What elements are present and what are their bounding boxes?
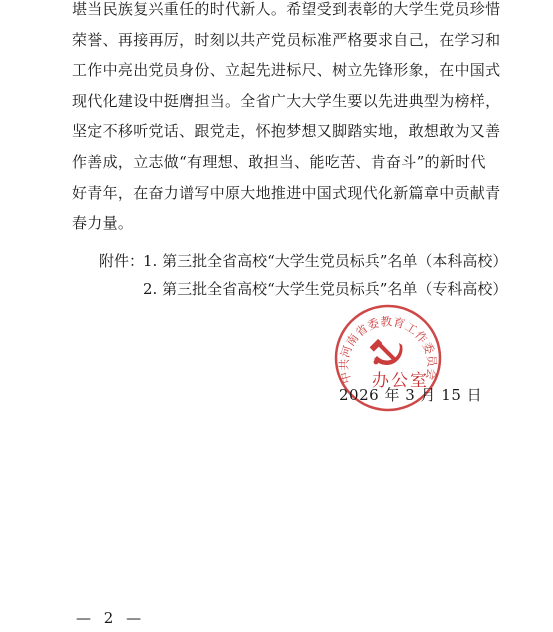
hammer-sickle-icon <box>370 339 403 365</box>
attachments-block <box>99 247 507 303</box>
seal-ring-textpath: 中共河南省委教育工作委员会 <box>336 314 440 386</box>
issuer-name: 办公室 <box>372 371 429 391</box>
attachment-item-2: 2. 第三批全省高校“大学生党员标兵”名单（专科高校） <box>143 280 508 298</box>
issue-date: 2026 年 3 月 15 日 <box>339 386 483 404</box>
attachment-row-2 <box>99 275 507 303</box>
body-paragraph <box>72 0 501 239</box>
body-line: 荣誉、再接再厉，时刻以共产党员标准严格要求自己，在学习和 <box>72 30 501 49</box>
attachment-item-1: 1. 第三批全省高校“大学生党员标兵”名单（本科高校） <box>143 252 508 270</box>
body-line: 坚定不移听党话、跟党走，怀抱梦想又脚踏实地，敢想敢为又善 <box>72 122 501 141</box>
body-line: 堪当民族复兴重任的时代新人。希望受到表彰的大学生党员珍惜 <box>72 0 501 18</box>
body-line: 春力量。 <box>72 214 134 233</box>
attachments-label: 附件： <box>99 252 145 270</box>
body-line: 作善成，立志做“有理想、敢担当、能吃苦、肯奋斗”的新时代 <box>72 152 486 171</box>
body-line: 工作中亮出党员身份、立起先进标尺、树立先锋形象，在中国式 <box>72 61 501 80</box>
page-number: — 2 — <box>76 609 146 627</box>
body-line: 好青年，在奋力谱写中原大地推进中国式现代化新篇章中贡献青 <box>72 183 501 202</box>
attachment-row-1 <box>99 247 507 275</box>
body-line: 现代化建设中挺膺担当。全省广大大学生要以先进典型为榜样， <box>72 91 501 110</box>
